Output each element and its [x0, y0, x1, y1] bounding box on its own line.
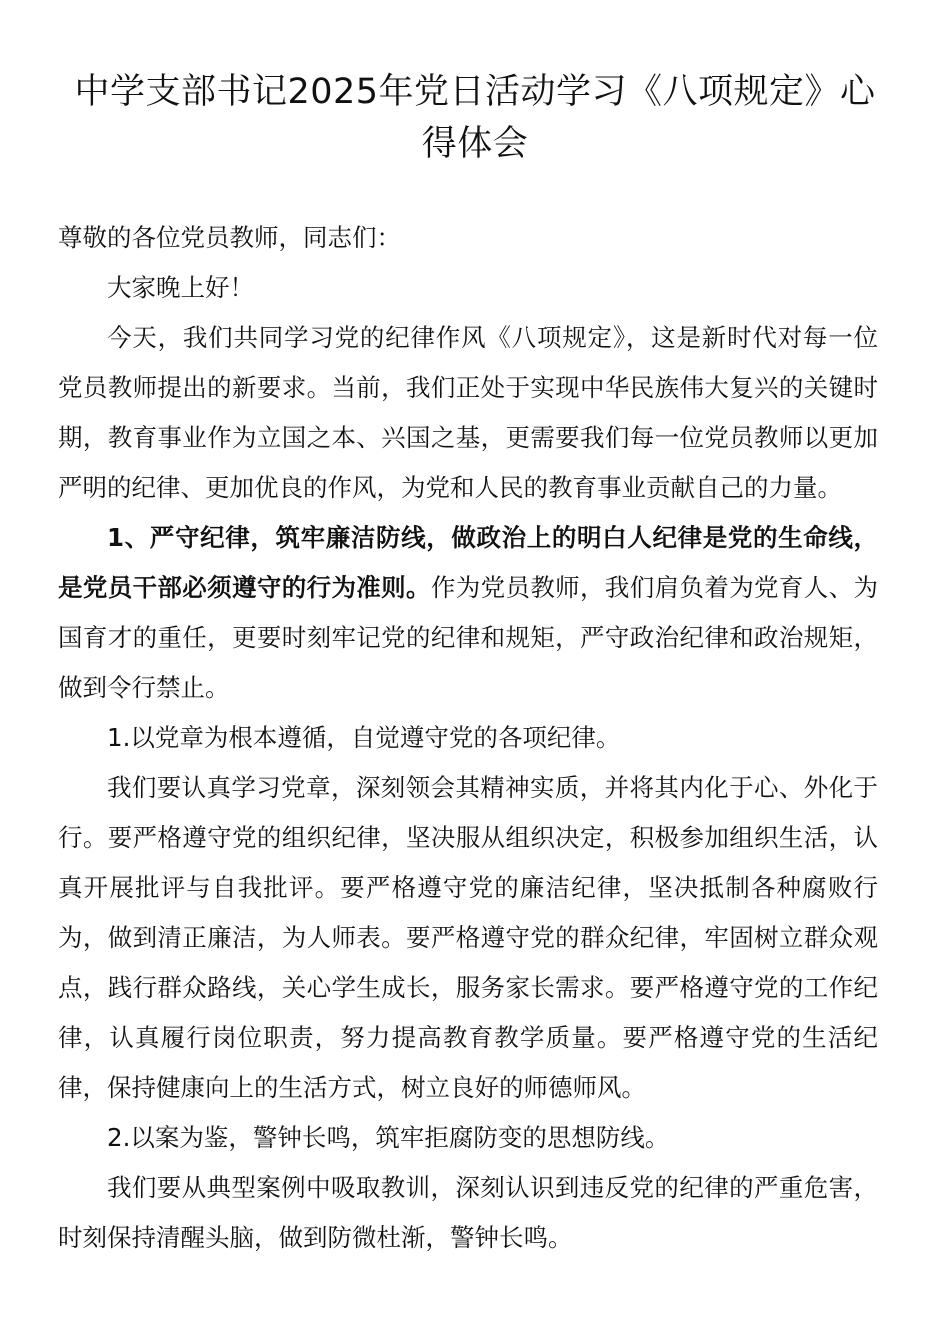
point-1-heading: 1.以党章为根本遵循，自觉遵守党的各项纪律。	[107, 723, 621, 752]
point-1-paragraph: 我们要认真学习党章，深刻领会其精神实质，并将其内化于心、外化于行。要严格遵守党的组织纪律，坚决服从组织决定，积极参加组织生活，认真开展批评与自我批评。要严格遵守党的廉洁纪律，坚决抵制各种腐败行为，做到清正廉洁，为人师表。要严格遵守党的群众纪律，牢固树立群众观点，践行群众路线，关心学生成长，服务家长需求。要严格遵守党的工作纪律，认真履行岗位职责，努力提高教育教学质量。要严格遵守党的生活纪律，保持健康向上的生活方式，树立良好的师德师风。	[58, 773, 878, 1102]
greeting: 大家晚上好！	[107, 273, 254, 302]
salutation: 尊敬的各位党员教师，同志们：	[58, 223, 401, 252]
section-1-text: 作为党员教师，我们肩负着为党育人、为国育才的重任，更要时刻牢记党的纪律和规矩，严守政治纪律和政治规矩，做到令行禁止。	[58, 573, 878, 702]
section-1-heading: 1、严守纪律，筑牢廉洁防线，做政治上的明白人纪律是党的生命线，是党员干部必须遵守的行为准则。	[58, 523, 878, 602]
intro-paragraph: 今天，我们共同学习党的纪律作风《八项规定》，这是新时代对每一位党员教师提出的新要求。当前，我们正处于实现中华民族伟大复兴的关键时期，教育事业作为立国之本、兴国之基，更需要我们每一位党员教师以更加严明的纪律、更加优良的作风，为党和人民的教育事业贡献自己的力量。	[58, 323, 878, 502]
section-1-paragraph	[58, 513, 878, 713]
document-body	[58, 213, 878, 1263]
point-2-heading: 2.以案为鉴，警钟长鸣，筑牢拒腐防变的思想防线。	[107, 1123, 670, 1152]
point-2-paragraph: 我们要从典型案例中吸取教训，深刻认识到违反党的纪律的严重危害，时刻保持清醒头脑，做到防微杜渐，警钟长鸣。	[58, 1173, 878, 1252]
document-title: 中学支部书记2025年党日活动学习《八项规定》心得体会	[74, 72, 876, 164]
